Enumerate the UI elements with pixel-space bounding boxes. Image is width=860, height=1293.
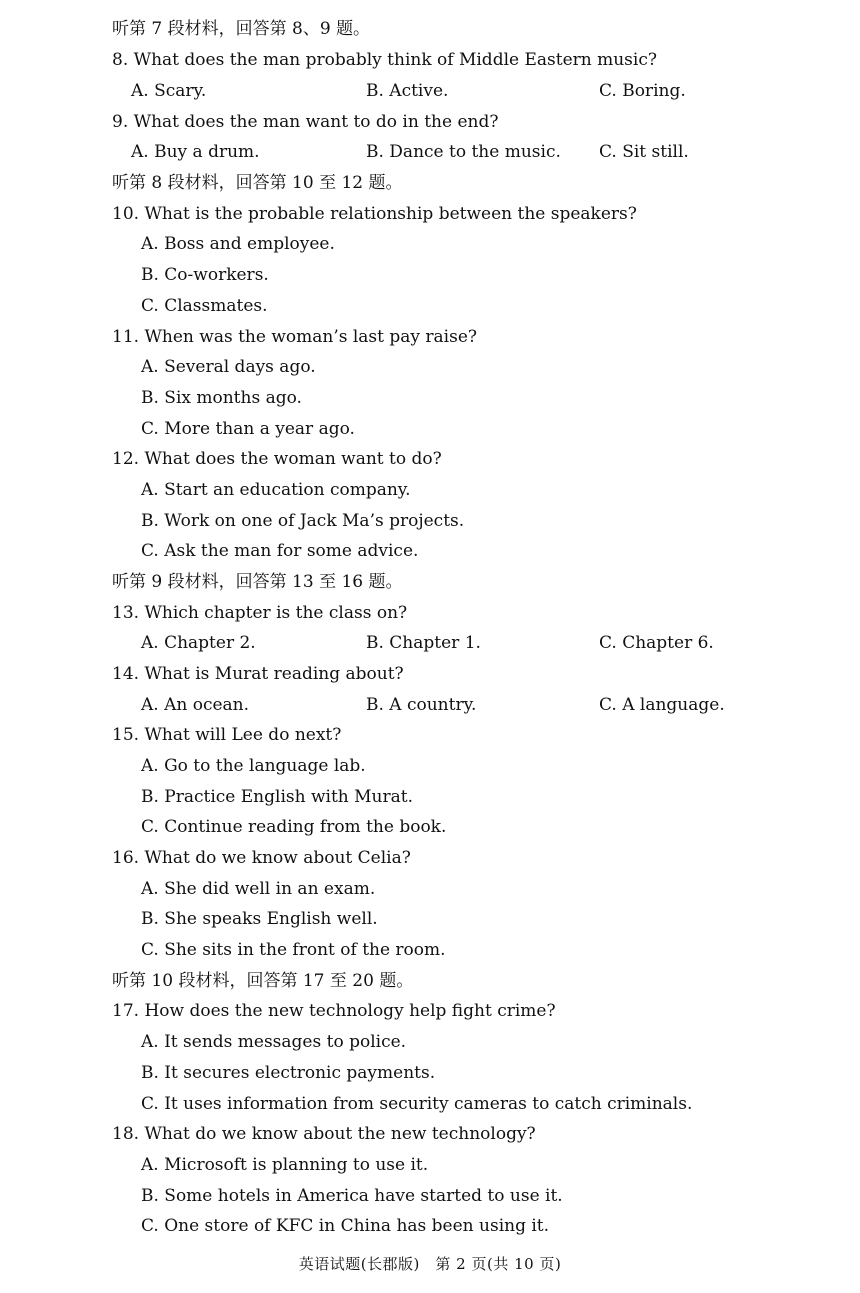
question-18-option-b: B. Some hotels in America have started to use it. <box>141 1186 563 1206</box>
question-11-option-b: B. Six months ago. <box>141 388 302 408</box>
question-13-option-b: B. Chapter 1. <box>366 633 481 653</box>
question-11-stem: 11. When was the woman’s last pay raise? <box>112 327 478 347</box>
question-14-option-a: A. An ocean. <box>141 695 250 715</box>
question-12-stem: 12. What does the woman want to do? <box>112 449 442 469</box>
question-12-option-a: A. Start an education company. <box>141 480 411 500</box>
page-footer: 英语试题(长郡版) 第 2 页(共 10 页) <box>298 1255 562 1273</box>
section-heading: 听第 9 段材料，回答第 13 至 16 题。 <box>112 572 403 592</box>
section-heading: 听第 7 段材料，回答第 8、9 题。 <box>112 19 371 39</box>
question-8-option-b: B. Active. <box>366 81 449 101</box>
question-10-option-c: C. Classmates. <box>141 296 268 316</box>
question-13-option-a: A. Chapter 2. <box>141 633 256 653</box>
question-18-option-a: A. Microsoft is planning to use it. <box>141 1155 429 1175</box>
section-heading: 听第 10 段材料，回答第 17 至 20 题。 <box>112 971 414 991</box>
question-8-option-a: A. Scary. <box>131 81 207 101</box>
question-9-stem: 9. What does the man want to do in the end? <box>112 112 499 132</box>
question-17-option-a: A. It sends messages to police. <box>141 1032 407 1052</box>
question-13-option-c: C. Chapter 6. <box>599 633 714 653</box>
question-11-option-a: A. Several days ago. <box>141 357 316 377</box>
question-15-option-b: B. Practice English with Murat. <box>141 787 413 807</box>
question-15-option-c: C. Continue reading from the book. <box>141 817 447 837</box>
question-14-option-b: B. A country. <box>366 695 477 715</box>
question-11-option-c: C. More than a year ago. <box>141 419 355 439</box>
question-16-stem: 16. What do we know about Celia? <box>112 848 411 868</box>
question-14-stem: 14. What is Murat reading about? <box>112 664 404 684</box>
question-12-option-c: C. Ask the man for some advice. <box>141 541 419 561</box>
question-12-option-b: B. Work on one of Jack Ma’s projects. <box>141 511 465 531</box>
question-17-stem: 17. How does the new technology help fight crime? <box>112 1001 556 1021</box>
question-10-option-a: A. Boss and employee. <box>141 234 335 254</box>
question-16-option-a: A. She did well in an exam. <box>141 879 376 899</box>
question-8-stem: 8. What does the man probably think of Middle Eastern music? <box>112 50 657 70</box>
question-9-option-c: C. Sit still. <box>599 142 689 162</box>
question-15-option-a: A. Go to the language lab. <box>141 756 366 776</box>
section-heading: 听第 8 段材料，回答第 10 至 12 题。 <box>112 173 403 193</box>
question-13-stem: 13. Which chapter is the class on? <box>112 603 408 623</box>
question-18-stem: 18. What do we know about the new technology? <box>112 1124 536 1144</box>
question-16-option-c: C. She sits in the front of the room. <box>141 940 446 960</box>
question-16-option-b: B. She speaks English well. <box>141 909 378 929</box>
question-17-option-c: C. It uses information from security cameras to catch criminals. <box>141 1094 693 1114</box>
question-9-option-b: B. Dance to the music. <box>366 142 561 162</box>
question-9-option-a: A. Buy a drum. <box>131 142 260 162</box>
question-15-stem: 15. What will Lee do next? <box>112 725 342 745</box>
question-17-option-b: B. It secures electronic payments. <box>141 1063 436 1083</box>
question-10-option-b: B. Co-workers. <box>141 265 269 285</box>
question-8-option-c: C. Boring. <box>599 81 686 101</box>
question-10-stem: 10. What is the probable relationship between the speakers? <box>112 204 637 224</box>
question-14-option-c: C. A language. <box>599 695 725 715</box>
question-18-option-c: C. One store of KFC in China has been using it. <box>141 1216 550 1236</box>
